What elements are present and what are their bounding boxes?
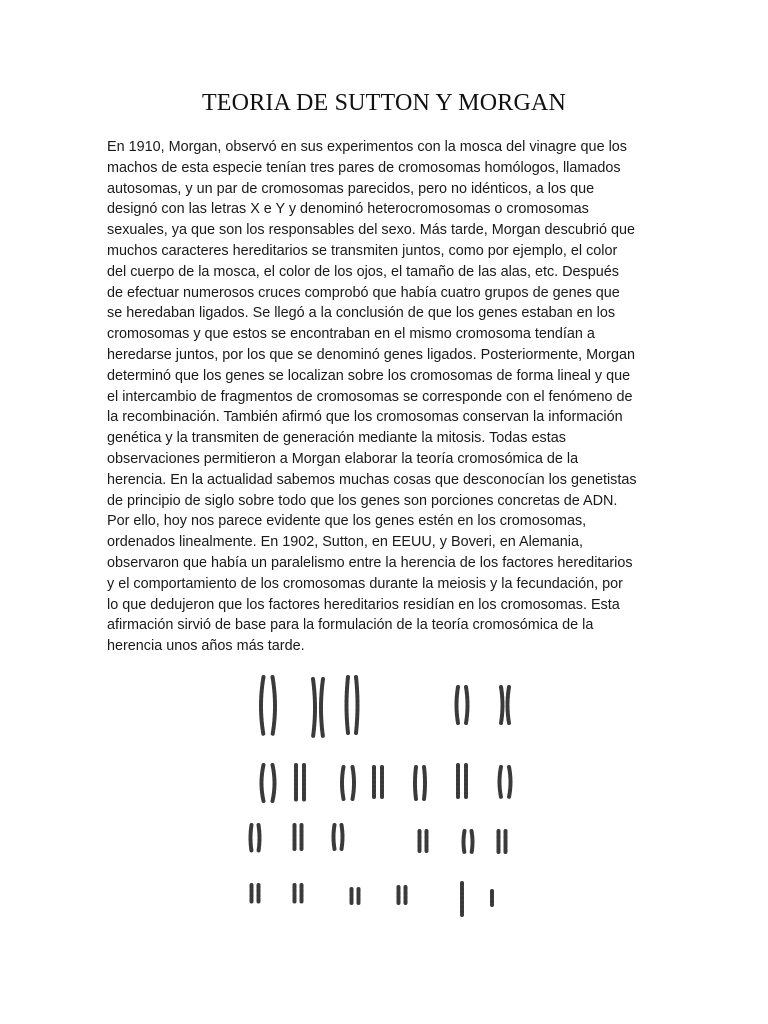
chromosome-icon: [353, 767, 355, 799]
text-line: lo que dedujeron que los factores hereditarios residían en los cromosomas. Esta: [107, 596, 620, 613]
chromosome-icon: [273, 765, 275, 801]
chromosome-icon: [334, 825, 335, 849]
chromosome-icon: [501, 687, 503, 723]
text-line: sexuales, ya que son los responsables del sexo. Más tarde, Morgan descubrió que: [107, 222, 635, 239]
chromosome-icon: [342, 825, 343, 849]
chromosome-icon: [313, 679, 315, 737]
karyotype-icon: [230, 665, 550, 925]
text-line: observaciones permitieron a Morgan elaborar la teoría cromosómica de la: [107, 450, 579, 467]
text-line: herencia unos años más tarde.: [107, 638, 305, 655]
text-line: autosomas, y un par de cromosomas parecidos, pero no idénticos, a los que: [107, 180, 595, 197]
chromosome-icon: [464, 831, 465, 853]
text-line: muchos caracteres hereditarios se transmiten juntos, como por ejemplo, el color: [107, 242, 618, 259]
text-line: del cuerpo de la mosca, el color de los ojos, el tamaño de las alas, etc. Después: [107, 263, 619, 280]
chromosome-icon: [508, 687, 510, 723]
chromosome-icon: [262, 765, 264, 801]
chromosome-icon: [273, 677, 276, 735]
chromosome-icon: [342, 767, 344, 799]
chromosome-icon: [472, 831, 473, 853]
text-line: ordenados linealmente. En 1902, Sutton, en EEUU, y Boveri, en Alemania,: [107, 534, 583, 551]
chromosome-icon: [261, 677, 264, 735]
text-line: afirmación sirvió de base para la formulación de la teoría cromosómica de la: [107, 617, 594, 634]
body-paragraph: [107, 137, 667, 657]
text-line: la recombinación. También afirmó que los cromosomas conservan la información: [107, 409, 623, 426]
text-line: herencia. En la actualidad sabemos muchas cosas que desconocían los genetistas: [107, 471, 637, 488]
text-line: observaron que había un paralelismo entre la herencia de los factores hereditarios: [107, 554, 633, 571]
chromosome-icon: [356, 677, 358, 733]
text-line: genética y la transmiten de generación mediante la mitosis. Todas estas: [107, 430, 566, 447]
text-line: machos de esta especie tenían tres pares de cromosomas homólogos, llamados: [107, 159, 621, 176]
text-line: cromosomas y que estos se encontraban en el mismo cromosoma tendían a: [107, 326, 595, 343]
text-line: Por ello, hoy nos parece evidente que los genes estén en los cromosomas,: [107, 513, 587, 530]
chromosome-icon: [509, 767, 511, 797]
chromosome-icon: [321, 679, 323, 737]
chromosome-icon: [415, 767, 416, 799]
chromosome-icon: [466, 687, 468, 723]
page-title: TEORIA DE SUTTON Y MORGAN: [201, 90, 567, 116]
chromosome-icon: [424, 767, 425, 799]
chromosome-icon: [457, 687, 459, 723]
text-line: En 1910, Morgan, observó en sus experimentos con la mosca del vinagre que los: [107, 139, 627, 155]
chromosome-icon: [500, 767, 502, 797]
text-line: de principio de siglo sobre todo que los genes son porciones concretas de ADN.: [107, 492, 618, 509]
text-line: y el comportamiento de los cromosomas durante la meiosis y la fecundación, por: [107, 575, 623, 592]
text-line: determinó que los genes se localizan sobre los cromosomas de forma lineal y que: [107, 367, 631, 384]
chromosome-icon: [259, 825, 260, 851]
chromosome-icon: [251, 825, 252, 851]
text-line: se heredaban ligados. Se llegó a la conclusión de que los genes estaban en los: [107, 305, 616, 322]
text-line: designó con las letras X e Y y denominó heterocromosomas o cromosomas: [107, 201, 589, 218]
text-line: de efectuar numerosos cruces comprobó que había cuatro grupos de genes que: [107, 284, 620, 301]
text-line: el intercambio de fragmentos de cromosomas se corresponde con el fenómeno de: [107, 388, 633, 405]
chromosome-icon: [347, 677, 349, 733]
text-line: heredarse juntos, por los que se denominó genes ligados. Posteriormente, Morgan: [107, 346, 635, 363]
